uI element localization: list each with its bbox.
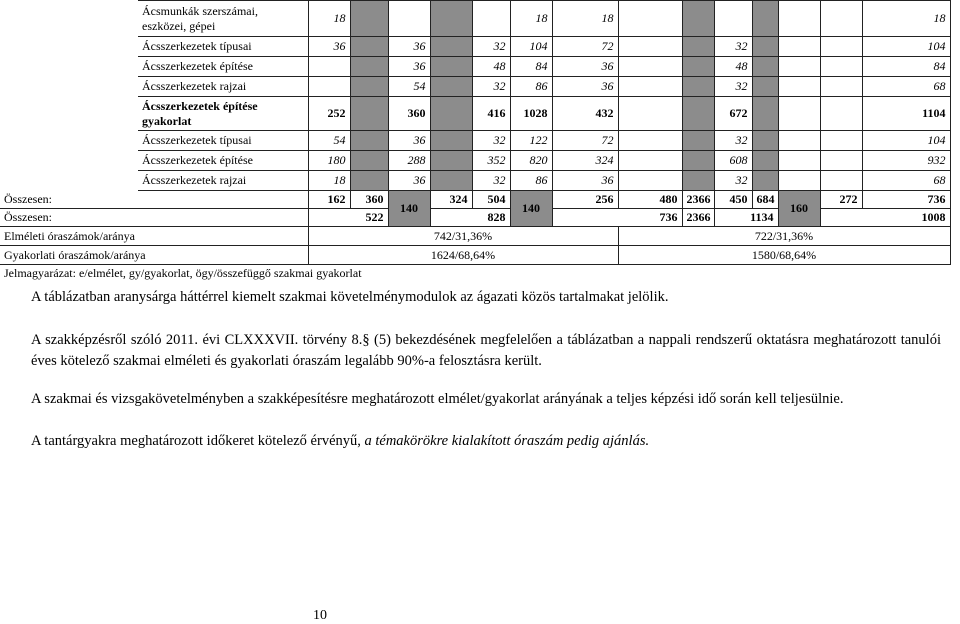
paragraph-4-italic: a témakörökre kialakított óraszám pedig ajánlás. bbox=[364, 433, 650, 449]
table-cell: 932 bbox=[862, 151, 950, 171]
table-cell bbox=[682, 57, 714, 77]
table-cell: 360 bbox=[350, 191, 388, 209]
table-cell: 32 bbox=[472, 37, 510, 57]
row-label: Ácsszerkezetek építése gyakorlat bbox=[138, 97, 308, 131]
table-cell: 1104 bbox=[862, 97, 950, 131]
table-cell bbox=[430, 37, 472, 57]
table-cell: 1008 bbox=[820, 209, 950, 227]
table-cell bbox=[752, 1, 778, 37]
row-label: Ácsmunkák szerszámai, eszközei, gépei bbox=[138, 1, 308, 37]
row-label: Ácsszerkezetek típusai bbox=[138, 37, 308, 57]
table-cell: 324 bbox=[430, 191, 472, 209]
table-cell: 324 bbox=[552, 151, 618, 171]
table-cell: 32 bbox=[714, 131, 752, 151]
table-row bbox=[0, 97, 950, 131]
merged-cell: 140 bbox=[388, 191, 430, 227]
table-row bbox=[0, 57, 950, 77]
table-cell: 504 bbox=[472, 191, 510, 209]
table-cell: 2366 bbox=[682, 209, 714, 227]
table-cell bbox=[778, 37, 820, 57]
table-cell bbox=[618, 151, 682, 171]
table-cell bbox=[430, 77, 472, 97]
ratio-label: Gyakorlati óraszámok/aránya bbox=[0, 246, 308, 265]
table-cell bbox=[350, 97, 388, 131]
table-cell bbox=[618, 77, 682, 97]
table-cell: 72 bbox=[552, 131, 618, 151]
table-cell: 736 bbox=[862, 191, 950, 209]
table-cell: 256 bbox=[552, 191, 618, 209]
table-cell: 432 bbox=[552, 97, 618, 131]
table-cell bbox=[714, 1, 752, 37]
table-row bbox=[0, 131, 950, 151]
ratio-row bbox=[0, 227, 950, 246]
total-label: Összesen: bbox=[0, 191, 308, 209]
table-cell: 36 bbox=[552, 57, 618, 77]
table-cell bbox=[752, 57, 778, 77]
row-label: Ácsszerkezetek építése bbox=[138, 151, 308, 171]
blank-cell bbox=[0, 37, 138, 57]
table-cell: 122 bbox=[510, 131, 552, 151]
table-cell bbox=[682, 1, 714, 37]
table-cell bbox=[350, 57, 388, 77]
table-cell bbox=[752, 151, 778, 171]
table-cell bbox=[618, 37, 682, 57]
table-cell bbox=[430, 57, 472, 77]
table-cell bbox=[388, 1, 430, 37]
table-cell: 48 bbox=[714, 57, 752, 77]
table-cell bbox=[820, 1, 862, 37]
table-cell: 32 bbox=[714, 171, 752, 191]
table-cell bbox=[752, 77, 778, 97]
table-cell bbox=[430, 1, 472, 37]
row-label: Ácsszerkezetek típusai bbox=[138, 131, 308, 151]
table-cell bbox=[682, 37, 714, 57]
table-row bbox=[0, 1, 950, 37]
table-cell bbox=[778, 77, 820, 97]
table-cell: 2366 bbox=[682, 191, 714, 209]
table-cell: 180 bbox=[308, 151, 350, 171]
table-cell bbox=[778, 1, 820, 37]
table-cell: 32 bbox=[714, 37, 752, 57]
table-cell: 162 bbox=[308, 191, 350, 209]
paragraph-2: A szakképzésről szóló 2011. évi CLXXXVII. törvény 8.§ (5) bekezdésének megfelelően a táblázatban a nappali rendszerű oktatásra meghatározott tanulói éves kötelező szakmai elméleti és gyakorlati óraszám legalább 90%-a felosztásra került. bbox=[31, 332, 941, 369]
table-cell: 54 bbox=[388, 77, 430, 97]
table-cell: 252 bbox=[308, 97, 350, 131]
blank-cell bbox=[0, 151, 138, 171]
table-cell: 36 bbox=[388, 131, 430, 151]
table-cell: 86 bbox=[510, 171, 552, 191]
table-cell bbox=[618, 57, 682, 77]
blank-cell bbox=[0, 77, 138, 97]
table-cell bbox=[618, 1, 682, 37]
table-cell: 86 bbox=[510, 77, 552, 97]
table-cell: 68 bbox=[862, 77, 950, 97]
table-cell bbox=[820, 37, 862, 57]
table-cell: 684 bbox=[752, 191, 778, 209]
curriculum-table bbox=[0, 0, 951, 265]
table-cell: 36 bbox=[552, 171, 618, 191]
table-cell bbox=[820, 97, 862, 131]
table-cell bbox=[820, 171, 862, 191]
table-cell bbox=[778, 131, 820, 151]
table-cell: 1028 bbox=[510, 97, 552, 131]
table-cell bbox=[682, 151, 714, 171]
table-row bbox=[0, 151, 950, 171]
blank-cell bbox=[0, 57, 138, 77]
table-cell bbox=[752, 131, 778, 151]
ratio-label: Elméleti óraszámok/aránya bbox=[0, 227, 308, 246]
blank-cell bbox=[0, 171, 138, 191]
table-cell: 68 bbox=[862, 171, 950, 191]
table-cell bbox=[618, 131, 682, 151]
table-cell: 32 bbox=[472, 171, 510, 191]
table-cell bbox=[682, 171, 714, 191]
table-cell: 84 bbox=[862, 57, 950, 77]
table-cell bbox=[682, 131, 714, 151]
table-cell: 32 bbox=[472, 131, 510, 151]
table-cell: 18 bbox=[308, 1, 350, 37]
table-cell bbox=[778, 151, 820, 171]
table-cell bbox=[778, 57, 820, 77]
table-cell: 820 bbox=[510, 151, 552, 171]
table-cell: 352 bbox=[472, 151, 510, 171]
table-cell: 72 bbox=[552, 37, 618, 57]
table-cell bbox=[472, 1, 510, 37]
ratio-value-b: 722/31,36% bbox=[618, 227, 950, 246]
page-number: 10 bbox=[313, 608, 327, 623]
table-cell: 416 bbox=[472, 97, 510, 131]
table-cell bbox=[820, 151, 862, 171]
table-cell bbox=[682, 97, 714, 131]
table-cell: 36 bbox=[388, 37, 430, 57]
paragraph-4-normal: A tantárgyakra meghatározott időkeret kötelező érvényű, bbox=[31, 433, 365, 449]
table-cell bbox=[820, 131, 862, 151]
ratio-value-a: 742/31,36% bbox=[308, 227, 618, 246]
table-cell: 18 bbox=[510, 1, 552, 37]
table-cell: 36 bbox=[388, 171, 430, 191]
table-cell bbox=[778, 171, 820, 191]
blank-cell bbox=[0, 131, 138, 151]
table-cell: 18 bbox=[552, 1, 618, 37]
paragraph-1: A táblázatban aranysárga háttérrel kiemelt szakmai követelménymodulok az ágazati közös tartalmakat jelölik. bbox=[31, 289, 669, 305]
table-cell: 360 bbox=[388, 97, 430, 131]
blank-cell bbox=[0, 97, 138, 131]
table-cell: 288 bbox=[388, 151, 430, 171]
table-row bbox=[0, 171, 950, 191]
table-cell: 48 bbox=[472, 57, 510, 77]
table-cell bbox=[308, 57, 350, 77]
table-cell: 32 bbox=[714, 77, 752, 97]
table-cell: 522 bbox=[308, 209, 388, 227]
table-cell: 672 bbox=[714, 97, 752, 131]
table-cell: 36 bbox=[552, 77, 618, 97]
table-cell bbox=[350, 151, 388, 171]
table-cell bbox=[430, 97, 472, 131]
ratio-row bbox=[0, 246, 950, 265]
table-cell bbox=[752, 171, 778, 191]
table-cell bbox=[752, 37, 778, 57]
table-cell bbox=[350, 77, 388, 97]
table-cell bbox=[350, 131, 388, 151]
ratio-value-b: 1580/68,64% bbox=[618, 246, 950, 265]
table-cell bbox=[430, 151, 472, 171]
table-cell bbox=[820, 57, 862, 77]
table-cell: 272 bbox=[820, 191, 862, 209]
table-cell bbox=[618, 97, 682, 131]
table-cell: 36 bbox=[308, 37, 350, 57]
table-cell: 18 bbox=[308, 171, 350, 191]
table-cell: 608 bbox=[714, 151, 752, 171]
table-cell bbox=[430, 171, 472, 191]
table-cell bbox=[778, 97, 820, 131]
paragraph-4 bbox=[31, 431, 941, 452]
merged-cell: 140 bbox=[510, 191, 552, 227]
table-cell bbox=[350, 171, 388, 191]
total-label: Összesen: bbox=[0, 209, 308, 227]
table-cell bbox=[618, 171, 682, 191]
table-cell: 32 bbox=[472, 77, 510, 97]
table-cell: 104 bbox=[862, 37, 950, 57]
blank-cell bbox=[0, 1, 138, 37]
ratio-value-a: 1624/68,64% bbox=[308, 246, 618, 265]
table-cell: 54 bbox=[308, 131, 350, 151]
row-label: Ácsszerkezetek rajzai bbox=[138, 77, 308, 97]
table-cell: 450 bbox=[714, 191, 752, 209]
row-label: Ácsszerkezetek rajzai bbox=[138, 171, 308, 191]
table-cell: 828 bbox=[430, 209, 510, 227]
paragraph-3: A szakmai és vizsgakövetelményben a szakképesítésre meghatározott elmélet/gyakorlat arányának a teljes képzési idő során kell teljesülnie. bbox=[31, 391, 844, 407]
table-cell: 104 bbox=[862, 131, 950, 151]
row-label: Ácsszerkezetek építése bbox=[138, 57, 308, 77]
table-cell bbox=[682, 77, 714, 97]
merged-cell: 160 bbox=[778, 191, 820, 227]
table-cell: 1134 bbox=[714, 209, 778, 227]
legend: Jelmagyarázat: e/elmélet, gy/gyakorlat, ögy/összefüggő szakmai gyakorlat bbox=[4, 266, 362, 280]
table-cell bbox=[430, 131, 472, 151]
table-cell: 84 bbox=[510, 57, 552, 77]
table-cell bbox=[350, 1, 388, 37]
table-cell: 480 bbox=[618, 191, 682, 209]
table-cell: 736 bbox=[552, 209, 682, 227]
table-cell: 18 bbox=[862, 1, 950, 37]
table-cell bbox=[308, 77, 350, 97]
table-cell bbox=[820, 77, 862, 97]
table-cell bbox=[350, 37, 388, 57]
table-cell: 104 bbox=[510, 37, 552, 57]
table-cell bbox=[752, 97, 778, 131]
table-cell: 36 bbox=[388, 57, 430, 77]
table-row bbox=[0, 77, 950, 97]
table-row bbox=[0, 37, 950, 57]
total-row bbox=[0, 191, 950, 209]
